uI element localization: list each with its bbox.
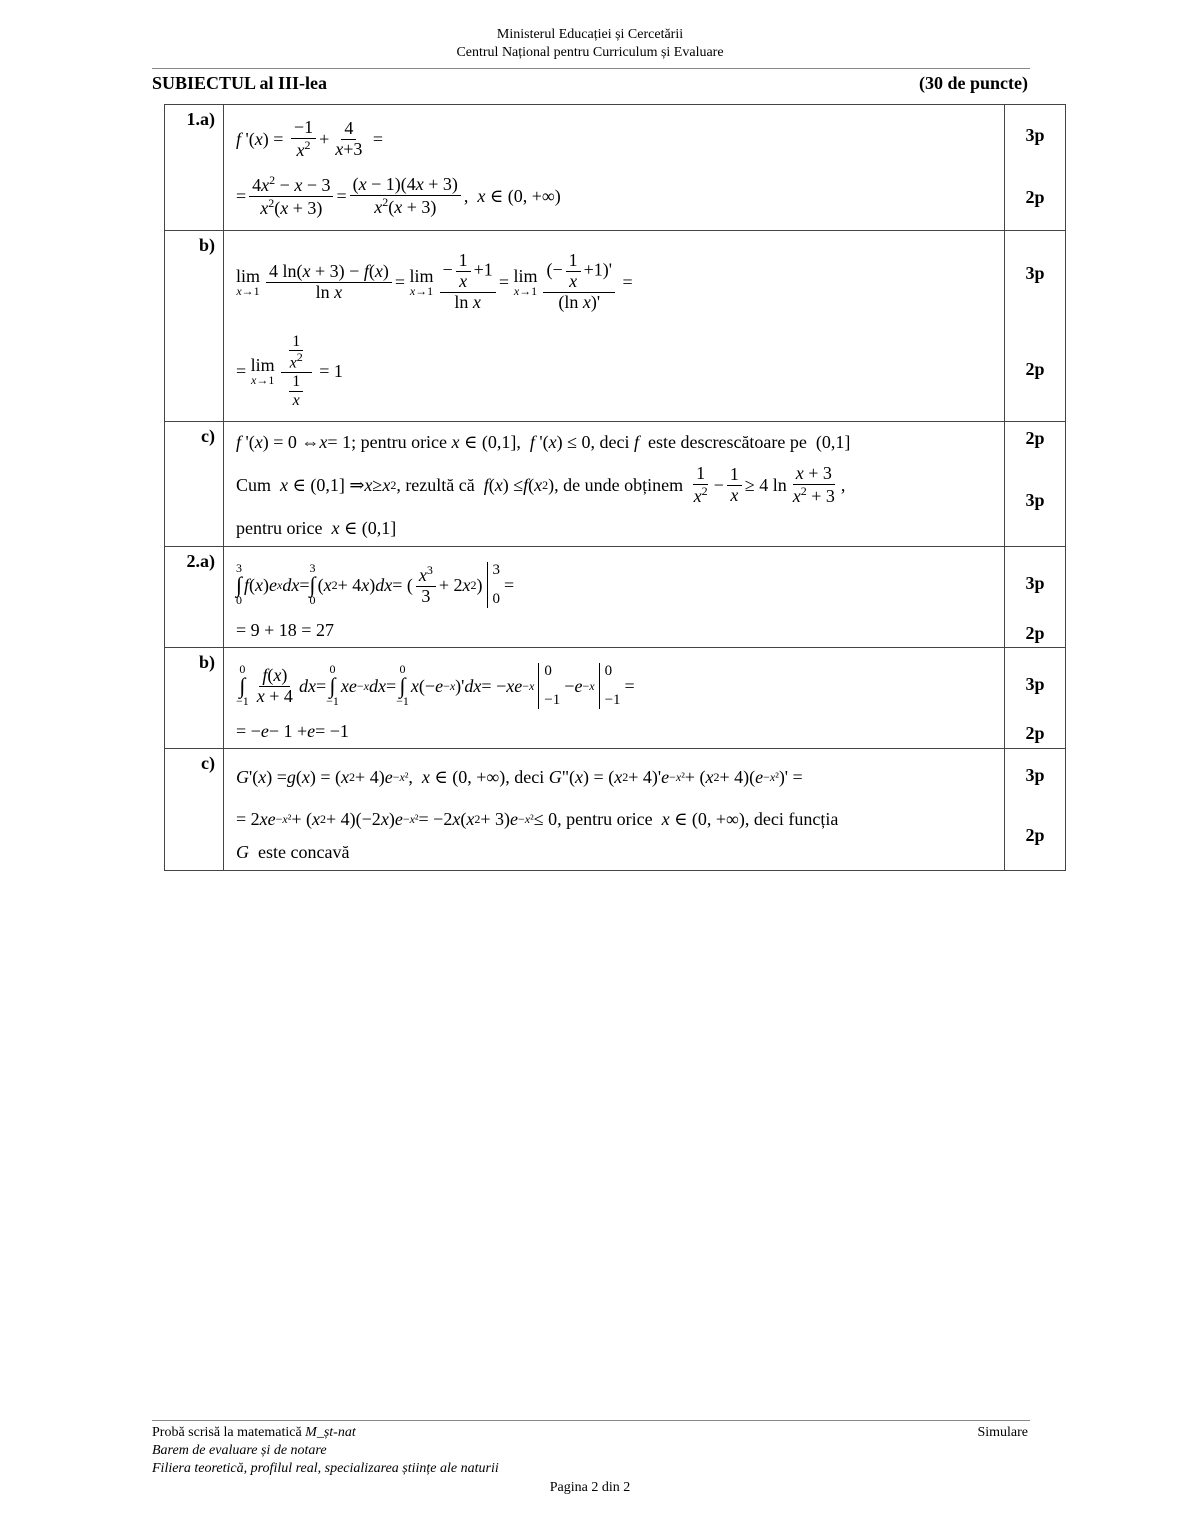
center-name: Centrul Național pentru Curriculum și Evaluare: [456, 45, 724, 60]
points-value: 2p: [1025, 428, 1045, 448]
table-row: [165, 648, 1066, 749]
table-row: [165, 105, 1066, 231]
item-label: c): [165, 749, 224, 871]
table-row: [165, 422, 1066, 547]
points-value: 2p: [1025, 187, 1045, 207]
text: pentru orice: [236, 517, 323, 538]
subject-title: SUBIECTUL al III-lea: [152, 73, 328, 93]
points-value: 3p: [1025, 674, 1045, 694]
text: , deci: [505, 766, 545, 787]
points-value: 3p: [1025, 125, 1045, 145]
text: , deci funcția: [744, 808, 839, 829]
solution-cell: G '( x ) = g ( x ) = ( x 2 + 4) e −x² , x ∈ (0, +∞) , deci G "( x ) = ( x 2 + 4)' e −x² + ( x 2 + 4)( e −x² )' = = 2 xe −x² + ( x 2 + 4)(−2 x ) e −x² = −2 x ( x 2 + 3) e −x² ≤ 0 , pentru orice x ∈ (0, +∞) , deci funcția G este concavă: [224, 749, 1005, 871]
points-cell: [1005, 422, 1066, 547]
footer-barem: Barem de evaluare și de notare: [152, 1443, 327, 1458]
points-value: 2p: [1025, 825, 1045, 845]
solution-cell: f '( x ) = 0 ⇔ x = 1 ; pentru orice x ∈ (0,1], f '( x ) ≤ 0 , deci f este descrescătoare pe (0,1] Cum x ∈ (0,1] ⇒ x ≥ x 2 , rezultă că f ( x ) ≤ f ( x 2 ) , de unde obținem $\frac{1}{x^2}$ − $\frac{1}{x}$ ≥ 4 ln $\frac{x + 3}{x^2 + 3}$ , pentru orice x ∈ (0,1]: [224, 422, 1005, 547]
subject-points: (30 de puncte): [919, 73, 1028, 93]
footer-simulation: Simulare: [977, 1425, 1028, 1440]
item-label: 1.a): [165, 105, 224, 231]
points-cell: [1005, 547, 1066, 648]
solution-cell: 3 ∫ 0 f ( x ) e x dx = 3 ∫ 0 ( x 2 + 4 x ) dx = ( $\frac{x^3}{3}$ + 2 x 2 ) 3 0 = = 9 + 18 = 27: [224, 547, 1005, 648]
text: , rezultă că: [396, 474, 475, 495]
page-header: [0, 26, 1180, 62]
solution-cell: lim x→1 $\frac{4 \ln(x + 3) - f(x)}{\text{ln x}}$ = lim x→1 − $\frac{1}{x}$ +1 ln x = lim x→1 (− $\frac{1}{x}$ +1)' (ln x)' = = lim x→1 $\frac{\frac{1}{x^2}}{\frac{1}{x}}$ = 1: [224, 231, 1005, 422]
solution-cell: f '( x ) = $\frac{-1}{x^2}$ + $\frac{4}{x+3}$ = = $\frac{4x^2 - x - 3}{x^2(x + 3)}$ = $\frac{(x - 1)(4x + 3)}{x^2(x + 3)}$ , x ∈ (0, +∞): [224, 105, 1005, 231]
points-cell: [1005, 105, 1066, 231]
solution-cell: 0 ∫ −1 $\frac{f(x)}{x + 4}$ dx = 0 ∫ −1 xe −x dx = 0 ∫ −1 x (− e −x )' dx = − xe −x 0 −1 − e −x 0 −1 = = − e − 1 + e = −1: [224, 648, 1005, 749]
points-value: 3p: [1025, 263, 1045, 283]
item-label: b): [165, 231, 224, 422]
points-value: 3p: [1025, 765, 1045, 785]
table-row: [165, 547, 1066, 648]
footer-rule: [152, 1420, 1030, 1421]
footer-exam: Probă scrisă la matematică: [152, 1425, 302, 1440]
page-footer: [152, 1424, 1028, 1478]
item-label: b): [165, 648, 224, 749]
text: , de unde obținem: [554, 474, 684, 495]
footer-code: M_șt-nat: [305, 1425, 356, 1440]
points-value: 2p: [1025, 359, 1045, 379]
table-row: [165, 231, 1066, 422]
text: , deci: [590, 431, 630, 452]
grading-table: [164, 104, 1066, 871]
subject-heading: [152, 73, 1028, 94]
points-cell: [1005, 749, 1066, 871]
points-value: 3p: [1025, 490, 1045, 510]
table-row: [165, 749, 1066, 871]
points-cell: [1005, 648, 1066, 749]
item-label: c): [165, 422, 224, 547]
points-value: 3p: [1025, 573, 1045, 593]
page-number: Pagina 2 din 2: [549, 1480, 631, 1495]
points-value: 2p: [1025, 623, 1045, 643]
footer-track: Filiera teoretică, profilul real, specializarea științe ale naturii: [152, 1461, 499, 1476]
points-cell: [1005, 231, 1066, 422]
header-rule: [152, 68, 1030, 69]
text: este descrescătoare pe: [648, 431, 807, 452]
points-value: 2p: [1025, 723, 1045, 743]
ministry-name: Ministerul Educației și Cercetării: [496, 27, 684, 42]
text: , pentru orice: [557, 808, 653, 829]
text: este concavă: [258, 841, 350, 862]
text: Cum: [236, 474, 272, 495]
text: ; pentru orice: [351, 431, 448, 452]
item-label: 2.a): [165, 547, 224, 648]
